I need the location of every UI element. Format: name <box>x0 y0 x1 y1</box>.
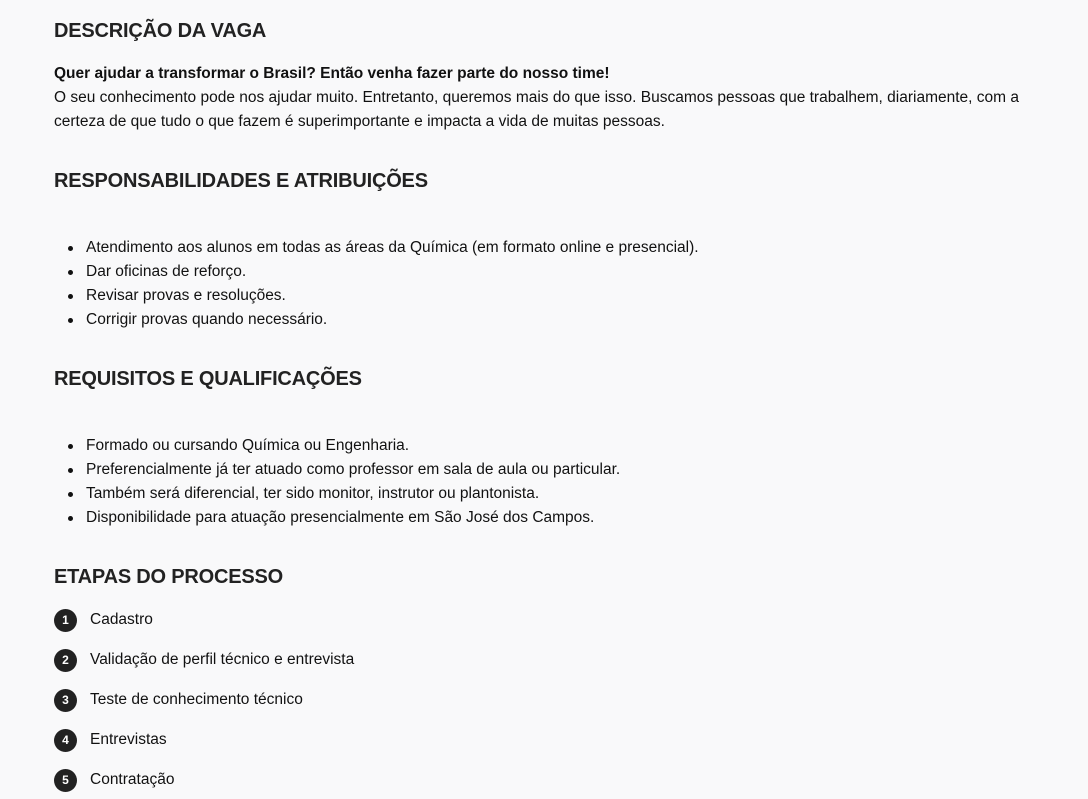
description-section <box>54 19 1074 134</box>
list-item: Disponibilidade para atuação presencialmente em São José dos Campos. <box>86 506 1074 530</box>
process-steps <box>54 608 1074 792</box>
process-heading: ETAPAS DO PROCESSO <box>54 566 284 588</box>
step-number-badge: 1 <box>54 609 77 632</box>
step-number-badge: 5 <box>54 769 77 792</box>
responsibilities-section <box>54 169 1074 332</box>
list-item: Preferencialmente já ter atuado como professor em sala de aula ou particular. <box>86 458 1074 482</box>
responsibilities-heading: RESPONSABILIDADES E ATRIBUIÇÕES <box>54 170 428 192</box>
process-step <box>54 648 1074 672</box>
step-label: Teste de conhecimento técnico <box>90 691 303 708</box>
step-number-badge: 3 <box>54 689 77 712</box>
requirements-section <box>54 367 1074 530</box>
process-step <box>54 608 1074 632</box>
description-body: O seu conhecimento pode nos ajudar muito. Entretanto, queremos mais do que isso. Buscamos pessoas que trabalhem, diariamente, com a certeza de que tudo o que fazem é superimportante e impacta a vida de muitas pessoas. <box>54 89 1019 130</box>
process-step <box>54 688 1074 712</box>
list-item: Também será diferencial, ter sido monitor, instrutor ou plantonista. <box>86 482 1074 506</box>
process-step <box>54 768 1074 792</box>
process-section <box>54 565 1074 799</box>
list-item: Formado ou cursando Química ou Engenharia. <box>86 434 1074 458</box>
description-lead: Quer ajudar a transformar o Brasil? Então venha fazer parte do nosso time! <box>54 65 610 82</box>
list-item: Corrigir provas quando necessário. <box>86 308 1074 332</box>
list-item: Revisar provas e resoluções. <box>86 284 1074 308</box>
requirements-list <box>54 434 1074 530</box>
description-heading: DESCRIÇÃO DA VAGA <box>54 20 267 42</box>
step-label: Contratação <box>90 771 175 788</box>
step-label: Cadastro <box>90 611 153 628</box>
list-item: Atendimento aos alunos em todas as áreas da Química (em formato online e presencial). <box>86 236 1074 260</box>
step-label: Entrevistas <box>90 731 167 748</box>
step-number-badge: 2 <box>54 649 77 672</box>
responsibilities-list <box>54 236 1074 332</box>
requirements-heading: REQUISITOS E QUALIFICAÇÕES <box>54 368 362 390</box>
process-step <box>54 728 1074 752</box>
list-item: Dar oficinas de reforço. <box>86 260 1074 284</box>
step-label: Validação de perfil técnico e entrevista <box>90 651 355 668</box>
step-number-badge: 4 <box>54 729 77 752</box>
